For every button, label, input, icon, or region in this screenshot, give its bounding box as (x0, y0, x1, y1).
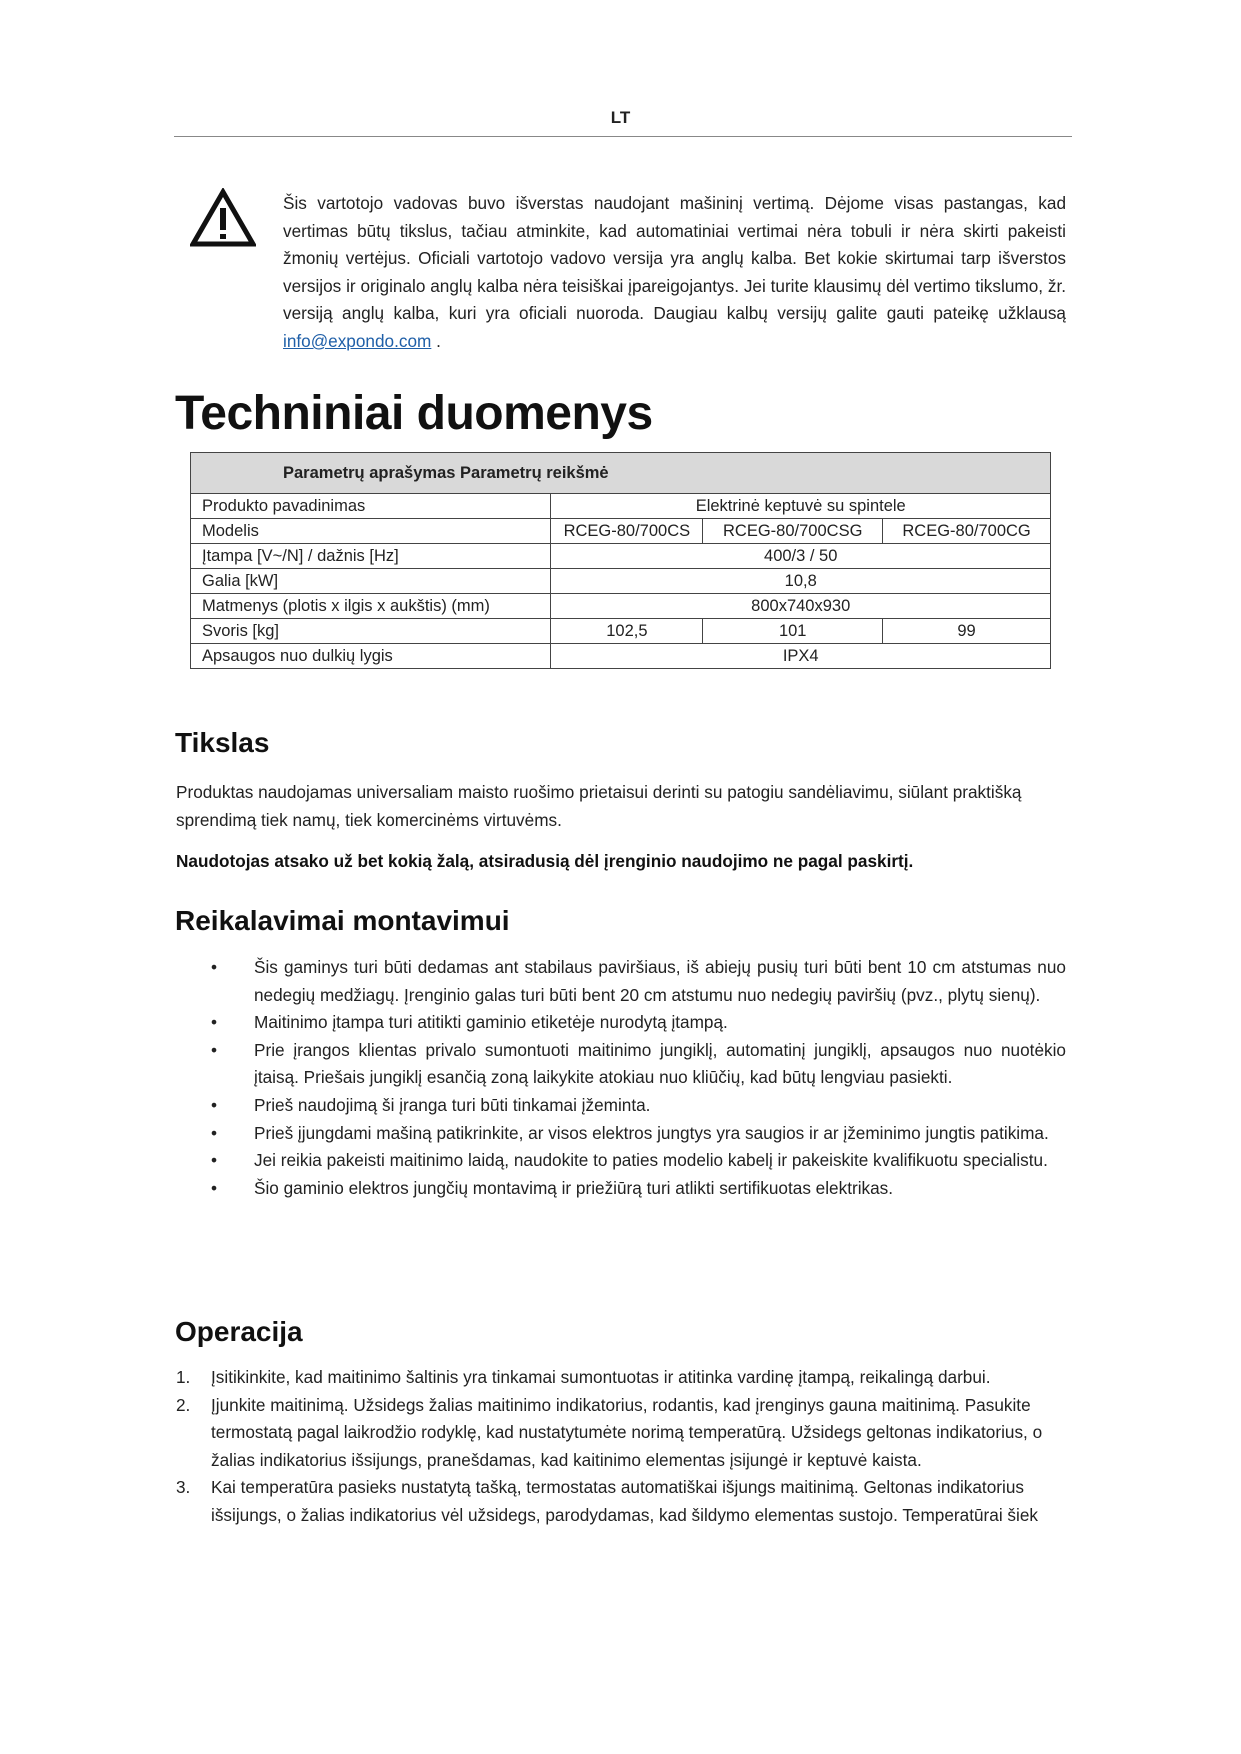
list-item (176, 1364, 1080, 1392)
notice-tail: . (436, 330, 441, 351)
row-label: Galia [kW] (191, 569, 551, 594)
list-item-text: Prieš naudojimą ši įranga turi būti tinkamai įžeminta. (254, 1094, 651, 1115)
row-value: RCEG-80/700CS (551, 519, 703, 544)
table-row (191, 494, 1051, 519)
list-item (176, 1120, 1066, 1148)
table-row (191, 519, 1051, 544)
step-number: 2. (176, 1394, 191, 1415)
bullet-marker: • (211, 957, 218, 977)
list-item (176, 1009, 1066, 1037)
table-header-row (191, 453, 1051, 494)
list-item-text: Jei reikia pakeisti maitinimo laidą, naudokite to paties modelio kabelį ir pakeiskite kvalifikuotu specialistu. (254, 1150, 1048, 1171)
table-row (191, 619, 1051, 644)
list-item (176, 1092, 1066, 1120)
list-item-text: Šis gaminys turi būti dedamas ant stabilaus paviršiaus, iš abiejų pusių turi būti bent 10 cm atstumas nuo nedegių medžiagų. Įrenginio galas turi būti bent 20 cm atstumu nuo nedegių paviršių (pvz., plytų sienų). (254, 957, 1066, 1005)
table-row (191, 569, 1051, 594)
list-item-text: Prie įrangos klientas privalo sumontuoti maitinimo jungiklį, automatinį jungiklį, apsaugos nuo nuotėkio įtaisą. Priešais jungiklį esančią zoną laikykite atokiau nuo kliūčių, kad būtų lengviau pasiekti. (254, 1039, 1066, 1088)
list-item-text: Maitinimo įtampa turi atitikti gaminio etiketėje nurodytą įtampą. (254, 1012, 728, 1033)
contact-email-link[interactable]: info@expondo.com (283, 330, 432, 351)
row-value: RCEG-80/700CSG (703, 519, 883, 544)
row-label: Įtampa [V~/N] / dažnis [Hz] (191, 544, 551, 569)
row-value: RCEG-80/700CG (883, 519, 1051, 544)
list-item (176, 954, 1066, 1009)
row-label: Apsaugos nuo dulkių lygis (191, 644, 551, 669)
row-value: IPX4 (551, 644, 1051, 669)
installation-heading: Reikalavimai montavimui (175, 905, 510, 936)
bullet-marker: • (211, 1094, 218, 1115)
page-title: Techniniai duomenys (175, 387, 653, 440)
table-row (191, 594, 1051, 619)
step-number: 3. (176, 1477, 191, 1498)
list-item (176, 1147, 1066, 1175)
translation-notice (283, 190, 1066, 356)
table-header: Parametrų aprašymas Parametrų reikšmė (191, 453, 1051, 494)
step-number: 1. (176, 1367, 191, 1387)
installation-list (176, 954, 1066, 1202)
step-text: Įjunkite maitinimą. Užsidegs žalias maitinimo indikatorius, rodantis, kad įrenginys gauna maitinimą. Pasukite termostatą pagal laikrodžio rodyklę, kad nustatytumėte norimą temperatūrą. Užsidegs geltonas indikatorius, o žalias indikatorius išsijungs, pranešdamas, kad kaitinimo elementas įsijungė ir keptuvė kaista. (211, 1394, 1043, 1470)
bullet-marker: • (211, 1177, 218, 1198)
row-value: 400/3 / 50 (551, 544, 1051, 569)
language-code: LT (610, 108, 631, 127)
operation-steps (176, 1364, 1080, 1530)
list-item-text: Prieš įjungdami mašiną patikrinkite, ar visos elektros jungtys yra saugios ir ar įžeminimo jungtis patikima. (254, 1122, 1049, 1143)
row-label: Produkto pavadinimas (191, 494, 551, 519)
bullet-marker: • (211, 1039, 218, 1060)
bullet-marker: • (211, 1012, 218, 1033)
header-divider (174, 136, 1072, 137)
bullet-marker: • (211, 1122, 218, 1143)
notice-text: Šis vartotojo vadovas buvo išverstas naudojant mašininį vertimą. Dėjome visas pastangas, kad vertimas būtų tikslus, tačiau atminkite, kad automatiniai vertimai nėra tobuli ir nėra skirti pakeisti žmonių vertėjus. Oficiali vartotojo vadovo versija yra anglų kalba. Bet kokie skirtumai tarp išverstos versijos ir originalo anglų kalba nėra teisiškai įpareigojantys. Jei turite klausimų dėl vertimo tikslumo, žr. versiją anglų kalba, kuri yra oficiali nuoroda. Daugiau kalbų versijų galite gauti pateikę užklausą (283, 193, 1066, 324)
list-item-text: Šio gaminio elektros jungčių montavimą ir priežiūrą turi atlikti sertifikuotas elektrikas. (254, 1177, 894, 1198)
purpose-warning: Naudotojas atsako už bet kokią žalą, atsiradusią dėl įrenginio naudojimo ne pagal paskirtį. (176, 851, 914, 871)
table-row (191, 544, 1051, 569)
step-text: Kai temperatūra pasieks nustatytą tašką, termostatas automatiškai išjungs maitinimą. Geltonas indikatorius išsijungs, o žalias indikatorius vėl užsidegs, parodydamas, kad šildymo elementas sustojo. Temperatūrai šiek (211, 1477, 1038, 1525)
row-value: 102,5 (551, 619, 703, 644)
row-label: Svoris [kg] (191, 619, 551, 644)
warning-triangle-icon (190, 188, 256, 248)
list-item (176, 1392, 1080, 1475)
row-value: Elektrinė keptuvė su spintele (551, 494, 1051, 519)
table-row (191, 644, 1051, 669)
step-text: Įsitikinkite, kad maitinimo šaltinis yra tinkamai sumontuotas ir atitinka vardinę įtampą, reikalingą darbui. (211, 1367, 991, 1387)
row-label: Modelis (191, 519, 551, 544)
row-label: Matmenys (plotis x ilgis x aukštis) (mm) (191, 594, 551, 619)
list-item (176, 1037, 1066, 1092)
list-item (176, 1175, 1066, 1203)
row-value: 800x740x930 (551, 594, 1051, 619)
specifications-table (190, 452, 1051, 669)
operation-heading: Operacija (175, 1316, 303, 1347)
purpose-text: Produktas naudojamas universaliam maisto ruošimo prietaisui derinti su patogiu sandėliavimu, siūlant praktišką sprendimą tiek namų, tiek komercinėms virtuvėms. (176, 782, 1022, 830)
row-value: 10,8 (551, 569, 1051, 594)
bullet-marker: • (211, 1150, 218, 1171)
purpose-heading: Tikslas (175, 727, 270, 758)
row-value: 99 (883, 619, 1051, 644)
row-value: 101 (703, 619, 883, 644)
list-item (176, 1474, 1080, 1529)
